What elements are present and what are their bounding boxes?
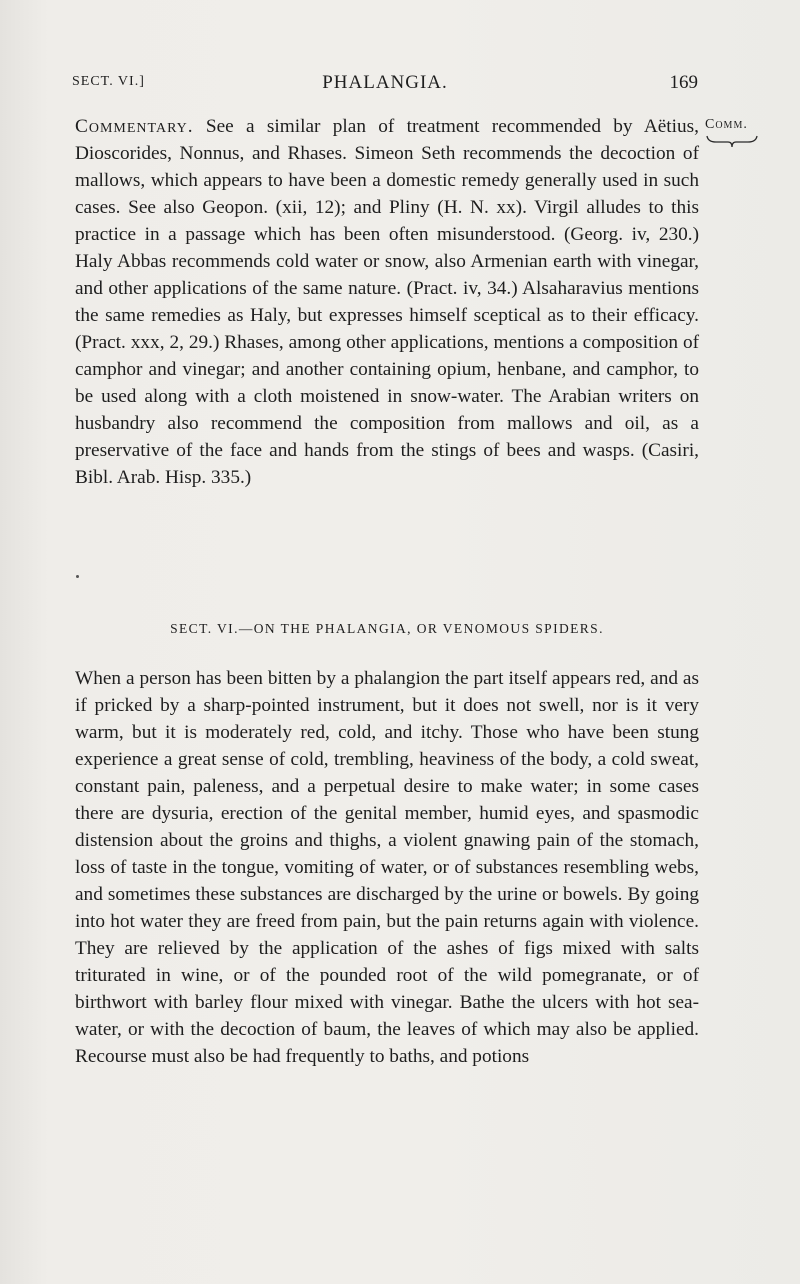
section-reference: SECT. VI.] (72, 74, 145, 89)
commentary-paragraph (75, 113, 699, 491)
page-number: 169 (669, 72, 698, 93)
commentary-label: Commentary. (75, 116, 194, 137)
running-head (72, 72, 698, 96)
commentary-text: See a similar plan of treatment recommended by Aëtius, Dioscorides, Nonnus, and Rhases. Simeon Seth recommends the decoction of mallows, which appears to have been a domestic remedy generally used in such cases. See also Geopon. (xii, 12); and Pliny (H. N. xx). Virgil alludes to this practice in a passage which has been often misunderstood. (Georg. iv, 230.) Haly Abbas recommends cold water or snow, also Armenian earth with vinegar, and other applications of the same nature. (Pract. iv, 34.) Alsaharavius mentions the same remedies as Haly, but expresses himself sceptical as to their efficacy. (Pract. xxx, 2, 29.) Rhases, among other applications, mentions a composition of camphor and vinegar; and another containing opium, henbane, and camphor, to be used along with a cloth moistened in snow-water. The Arabian writers on husbandry also recommend the composition from mallows and oil, as a preservative of the face and hands from the stings of bees and wasps. (Casiri, Bibl. Arab. Hisp. 335.) (75, 116, 699, 488)
margin-brace-icon (706, 134, 758, 148)
margin-note (705, 117, 748, 133)
page-title: PHALANGIA. (322, 72, 448, 93)
section-heading: SECT. VI.—ON THE PHALANGIA, OR VENOMOUS SPIDERS. (170, 621, 604, 636)
margin-note-label: Comm. (705, 117, 748, 132)
ink-speck (76, 575, 79, 578)
body-paragraph: When a person has been bitten by a phalangion the part itself appears red, and as if pricked by a sharp-pointed instrument, but it does not swell, nor is it very warm, but it is moderately red, cold, and itchy. Those who have been stung experience a great sense of cold, trembling, heaviness of the body, a cold sweat, constant pain, paleness, and a perpetual desire to make water; in some cases there are dysuria, erection of the genital member, humid eyes, and spasmodic distension about the groins and thighs, a violent gnawing pain of the stomach, loss of taste in the tongue, vomiting of water, or of substances resembling webs, and sometimes these substances are discharged by the urine or bowels. By going into hot water they are freed from pain, but the pain returns again with violence. They are relieved by the application of the ashes of figs mixed with salts triturated in wine, or of the pounded root of the wild pomegranate, or of birthwort with barley flour mixed with vinegar. Bathe the ulcers with hot sea-water, or with the decoction of baum, the leaves of which may also be applied. Recourse must also be had frequently to baths, and potions (75, 668, 699, 1067)
